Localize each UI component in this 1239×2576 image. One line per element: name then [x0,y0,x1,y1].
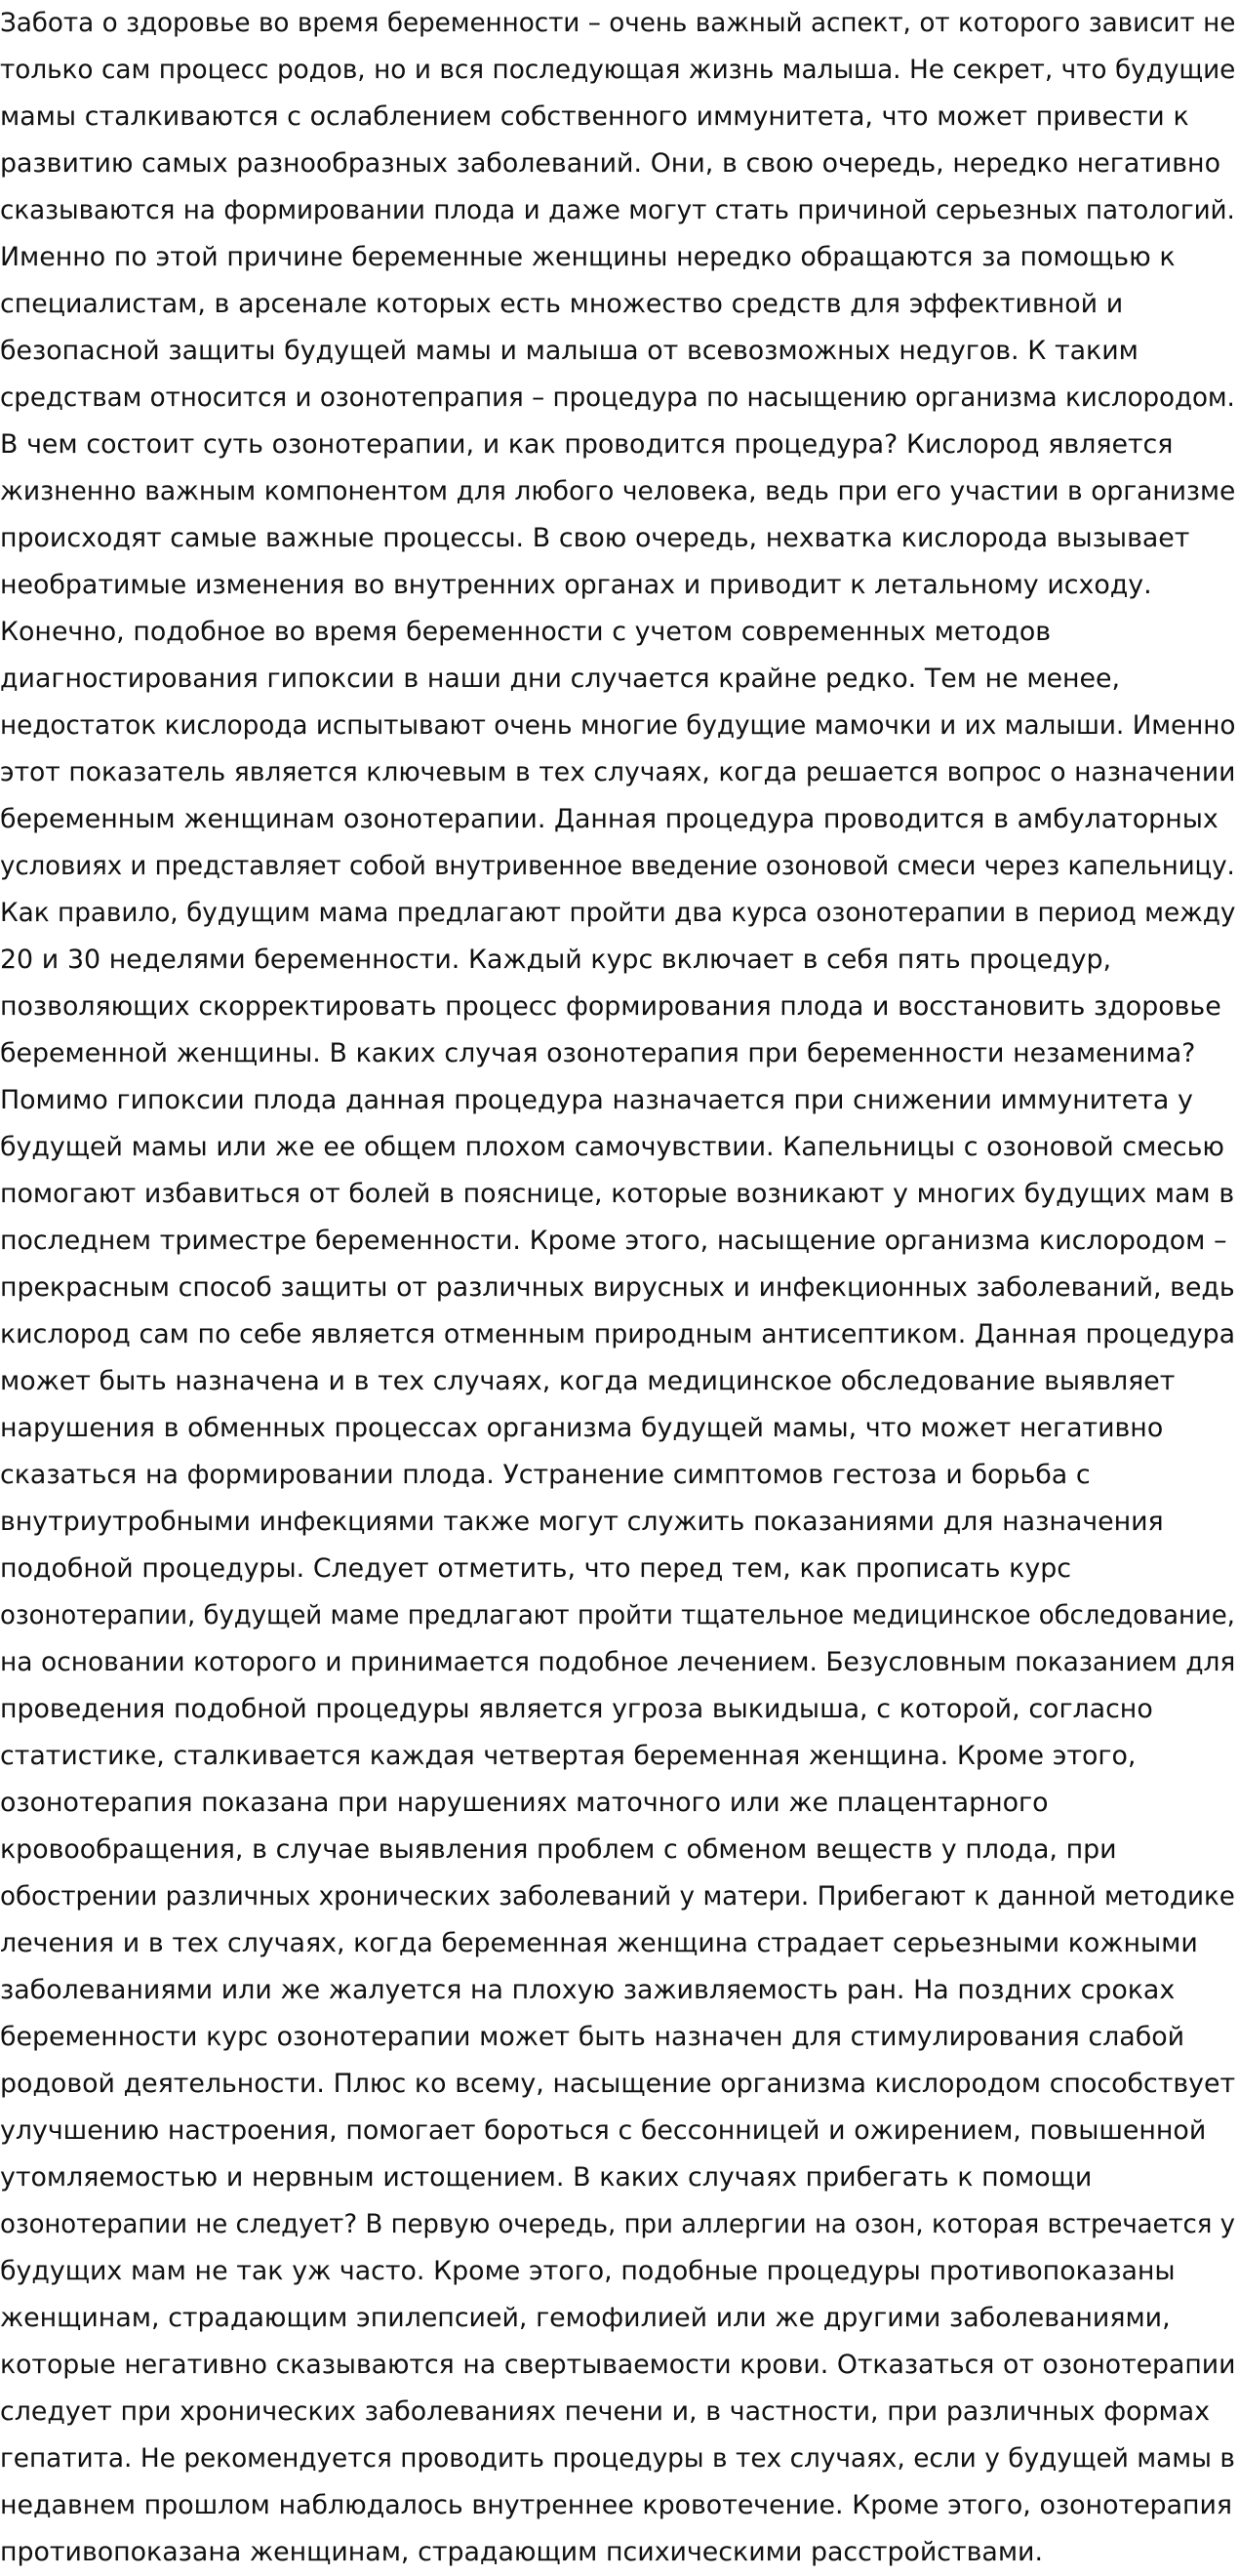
text-line: лечения и в тех случаях, когда беременная женщина страдает серьезными кожными [0,1928,1198,1958]
text-line: подобной процедуры. Следует отметить, что перед тем, как прописать курс [0,1553,1071,1584]
text-line: Конечно, подобное во время беременности с учетом современных методов [0,617,1052,647]
text-line: сказываются на формировании плода и даже могут стать причиной серьезных патологий. [0,195,1235,225]
text-line: происходят самые важные процессы. В свою очередь, нехватка кислорода вызывает [0,523,1190,553]
text-line: беременным женщинам озонотерапии. Данная процедура проводится в амбулаторных [0,804,1219,834]
text-line: статистике, сталкивается каждая четвертая беременная женщина. Кроме этого, [0,1741,1137,1771]
text-line: будущих мам не так уж часто. Кроме этого, подобные процедуры противопоказаны [0,2256,1176,2286]
text-line: озонотерапии, будущей маме предлагают пройти тщательное медицинское обследование, [0,1600,1235,1630]
text-line: которые негативно сказываются на свертываемости крови. Отказаться от озонотерапии [0,2350,1236,2380]
text-line: на основании которого и принимается подобное лечением. Безусловным показанием для [0,1647,1236,1677]
text-line: Как правило, будущим мама предлагают пройти два курса озонотерапии в период между [0,898,1236,928]
text-line: утомляемостью и нервным истощением. В каких случаях прибегать к помощи [0,2162,1093,2193]
text-line: беременности курс озонотерапии может быть назначен для стимулирования слабой [0,2022,1185,2052]
text-line: 20 и 30 неделями беременности. Каждый курс включает в себя пять процедур, [0,945,1112,975]
text-line: позволяющих скорректировать процесс формирования плода и восстановить здоровье [0,991,1221,1022]
text-line: может быть назначена и в тех случаях, когда медицинское обследование выявляет [0,1366,1176,1396]
text-line: будущей мамы или же ее общем плохом самочувствии. Капельницы с озоновой смесью [0,1132,1224,1162]
text-line: сказаться на формировании плода. Устранение симптомов гестоза и борьба с [0,1460,1091,1490]
text-line: специалистам, в арсенале которых есть множество средств для эффективной и [0,289,1124,319]
text-line: внутриутробными инфекциями также могут служить показаниями для назначения [0,1507,1164,1537]
text-line: средствам относится и озонотепрапия – процедура по насыщению организма кислородом. [0,382,1235,413]
text-line: улучшению настроения, помогает бороться с бессонницей и ожирением, повышенной [0,2115,1207,2146]
text-line: В чем состоит суть озонотерапии, и как проводится процедура? Кислород является [0,429,1174,460]
text-line: необратимые изменения во внутренних органах и приводит к летальному исходу. [0,570,1152,600]
text-line: нарушения в обменных процессах организма будущей мамы, что может негативно [0,1413,1164,1443]
text-line: этот показатель является ключевым в тех случаях, когда решается вопрос о назначении [0,757,1236,787]
text-line: заболеваниями или же жалуется на плохую заживляемость ран. На поздних сроках [0,1975,1176,2005]
text-line: жизненно важным компонентом для любого человека, ведь при его участии в организме [0,476,1236,506]
text-line: прекрасным способ защиты от различных вирусных и инфекционных заболеваний, ведь [0,1272,1235,1303]
text-line: озонотерапии не следует? В первую очередь, при аллергии на озон, которая встречается у [0,2209,1235,2239]
text-line: развитию самых разнообразных заболеваний. Они, в свою очередь, нередко негативно [0,148,1220,179]
text-line: проведения подобной процедуры является угроза выкидыша, с которой, согласно [0,1694,1153,1724]
text-line: родовой деятельности. Плюс ко всему, насыщение организма кислородом способствует [0,2069,1236,2099]
text-line: мамы сталкиваются с ослаблением собственного иммунитета, что может привести к [0,101,1189,132]
text-line: только сам процесс родов, но и вся последующая жизнь малыша. Не секрет, что будущие [0,55,1236,85]
text-line: условиях и представляет собой внутривенное введение озоновой смеси через капельницу. [0,851,1235,881]
text-line: кровообращения, в случае выявления проблем с обменом веществ у плода, при [0,1834,1117,1865]
text-line: следует при хронических заболеваниях печени и, в частности, при различных формах [0,2396,1211,2427]
text-line: диагностирования гипоксии в наши дни случается крайне редко. Тем не менее, [0,664,1121,694]
text-line: кислород сам по себе является отменным природным антисептиком. Данная процедура [0,1319,1236,1349]
text-line: Забота о здоровье во время беременности – очень важный аспект, от которого зависит не [0,8,1236,38]
text-line: беременной женщины. В каких случая озонотерапия при беременности незаменима? [0,1038,1196,1068]
text-line: Именно по этой причине беременные женщины нередко обращаются за помощью к [0,242,1176,272]
text-line: озонотерапия показана при нарушениях маточного или же плацентарного [0,1788,1049,1818]
text-line: обострении различных хронических заболеваний у матери. Прибегают к данной методике [0,1881,1235,1912]
text-line: последнем триместре беременности. Кроме этого, насыщение организма кислородом – [0,1226,1227,1256]
text-line: недавнем прошлом наблюдалось внутреннее кровотечение. Кроме этого, озонотерапия [0,2490,1233,2520]
text-line: Помимо гипоксии плода данная процедура назначается при снижении иммунитета у [0,1085,1193,1115]
text-line: безопасной защиты будущей мамы и малыша от всевозможных недугов. К таким [0,336,1139,366]
text-line: женщинам, страдающим эпилепсией, гемофилией или же другими заболеваниями, [0,2303,1171,2333]
text-line: недостаток кислорода испытывают очень многие будущие мамочки и их малыши. Именно [0,710,1236,741]
text-line: помогают избавиться от болей в пояснице, которые возникают у многих будущих мам в [0,1179,1235,1209]
text-line: гепатита. Не рекомендуется проводить процедуры в тех случаях, если у будущей мамы в [0,2443,1235,2474]
text-line: противопоказана женщинам, страдающим психическими расстройствами. [0,2537,1043,2567]
